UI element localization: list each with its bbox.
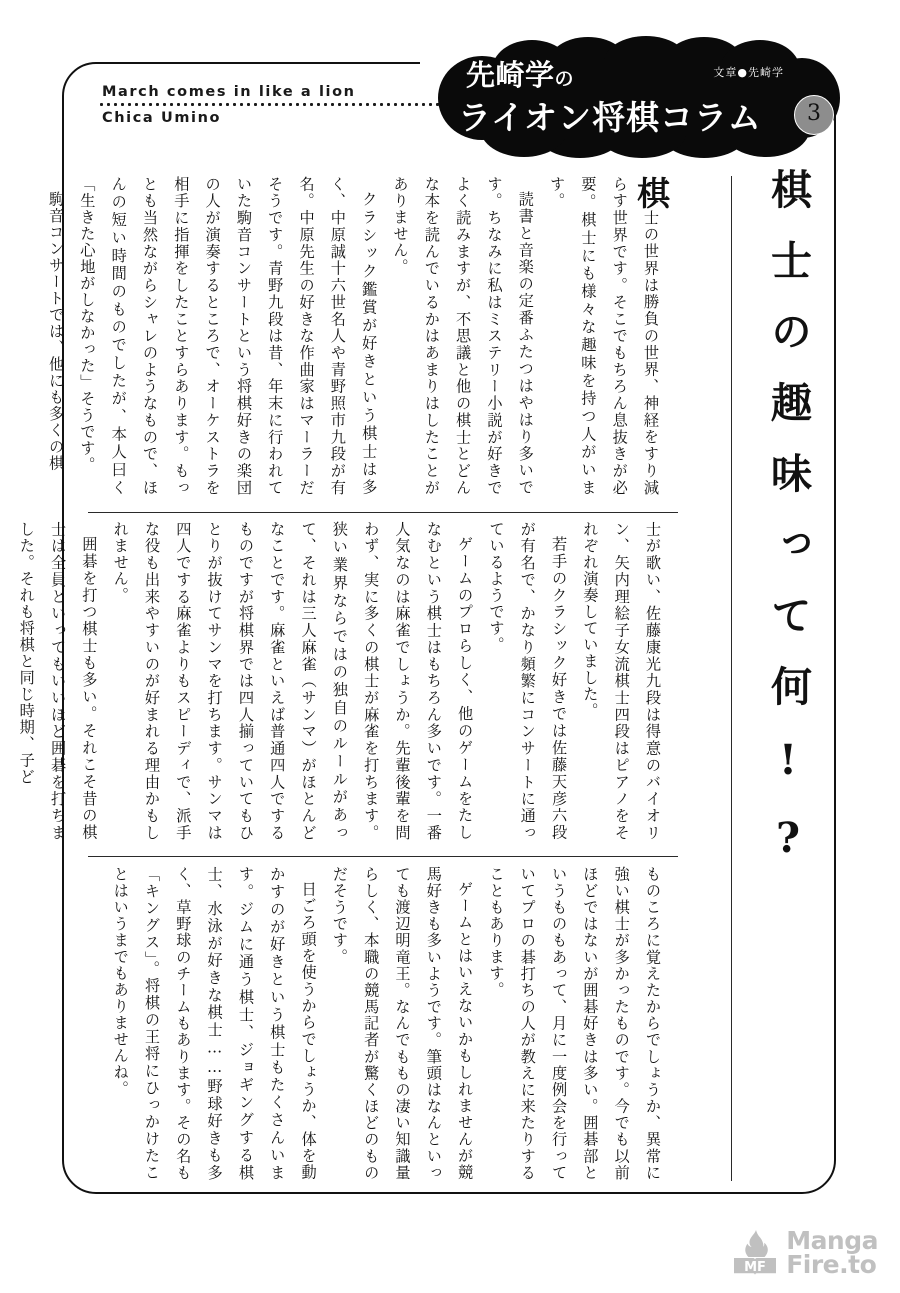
svg-text:MF: MF xyxy=(744,1260,767,1275)
logo-particle-no: の xyxy=(554,68,575,90)
section-1-paragraph-1 xyxy=(541,176,671,497)
section-1-paragraph-4: 駒音コンサートでは、他にも多くの棋 xyxy=(47,191,66,472)
section-2-paragraph-1: 士が歌い、佐藤康光九段は得意のバイオリン、矢内理絵子女流棋士四段はピアノをそれぞれ演奏していました。 xyxy=(581,521,662,841)
watermark-line-1: Manga xyxy=(786,1226,878,1256)
issue-number-badge: 3 xyxy=(794,95,834,135)
section-3-paragraph-2: ゲームとはいえないかもしれませんが競馬好きも多いようです。筆頭はなんといっても渡辺明竜王。なんでももの凄い知識量らしく、本職の競馬記者が驚くほどのものだそうです。 xyxy=(330,866,475,1181)
section-1-dropcap: 棋 xyxy=(632,176,671,210)
section-2-paragraph-2: 若手のクラシック好きでは佐藤天彦六段が有名で、かなり頻繁にコンサートに通っているようです。 xyxy=(487,521,569,841)
section-divider-2 xyxy=(88,856,678,857)
title-vertical-divider xyxy=(731,176,733,1181)
logo-line-2: ライオン将棋コラム xyxy=(458,98,762,137)
section-1-paragraph-2: 読書と音楽の定番ふたつはやはり多いです。ちなみに私はミステリー小説が好きでよく読みますが、不思議と他の棋士とどんな本を読んでいるかはあまりはしたことがありません。 xyxy=(391,176,535,496)
series-title-en: March comes in like a lion xyxy=(102,84,356,100)
section-2-paragraph-4: 囲碁を打つ棋士も多い。それこそ昔の棋士は全員といってもいいほど囲碁を打ちました。それも将棋と同じ時期、子ど xyxy=(17,521,99,841)
mangafire-flame-book-icon xyxy=(732,1229,778,1277)
section-1-paragraph-1-text: 士の世界は勝負の世界、神経をすり減らす世界です。そこでもちろん息抜きが必要。棋士にも様々な趣味を持つ人がいます。 xyxy=(548,176,660,497)
logo-byline: 文章●先崎学 xyxy=(713,66,784,79)
article-section-3 xyxy=(88,866,668,1181)
article-section-1 xyxy=(47,176,671,497)
credit-divider xyxy=(98,103,450,106)
article-section-2 xyxy=(17,521,668,841)
section-divider-1 xyxy=(88,512,678,513)
section-2-paragraph-3: ゲームのプロらしく、他のゲームをたしなむという棋士はもちろん多いです。一番人気なのは麻雀でしょうか。先輩後輩を問わず、実に多くの棋士が麻雀を打ちます。狭い業界ならではの独自のルールがあって、それは三人麻雀（サンマ）がほとんどなことです。麻雀といえば普通四人でするものですが将棋界では四人揃っていてもひとりが抜けてサンマを打ちます。サンマは四人でする麻雀よりもスピーディで、派手な役も出来やすいのが好まれる理由かもしれません。 xyxy=(111,521,475,841)
mangafire-watermark xyxy=(732,1226,878,1279)
column-logo-blob xyxy=(436,36,840,158)
series-author-en: Chica Umino xyxy=(102,110,222,126)
mangafire-wordmark xyxy=(786,1226,878,1279)
series-credit xyxy=(98,84,448,126)
section-3-paragraph-1: ものころに覚えたからでしょうか、異常に強い棋士が多かったものです。今でも以前ほどではないが囲碁好きは多い。囲碁部というものもあって、月に一度例会を行っていてプロの碁打ちの人が教えに来たりすることもあります。 xyxy=(487,866,662,1181)
logo-author-name: 先崎学 xyxy=(466,58,555,92)
watermark-line-2: Fire.to xyxy=(786,1250,877,1279)
section-3-paragraph-3: 日ごろ頭を使うからでしょうか、体を動かすのが好きという棋士もたくさんいます。ジムに通う棋士、ジョギングする棋士、水泳が好きな棋士……野球好きも多く、草野球のチームもあります。その名も「キングス」。将棋の王将にひっかけたことはいうまでもありませんね。 xyxy=(111,866,318,1181)
section-1-paragraph-3: クラシック鑑賞が好きという棋士は多く、中原誠十六世名人や青野照市九段が有名。中原先生の好きな作曲家はマーラーだそうです。青野九段は昔、年末に行われていた駒音コンサートという将棋好きの楽団の人が演奏するところで、オーケストラを相手に指揮をしたことすらあります。もっとも当然ながらシャレのようなもので、ほんの短い時間のものでしたが、本人曰く「生きた心地がしなかった」そうです。 xyxy=(78,176,379,496)
page-title: 棋士の趣味って何!? xyxy=(764,168,812,892)
article-body xyxy=(17,176,671,1181)
